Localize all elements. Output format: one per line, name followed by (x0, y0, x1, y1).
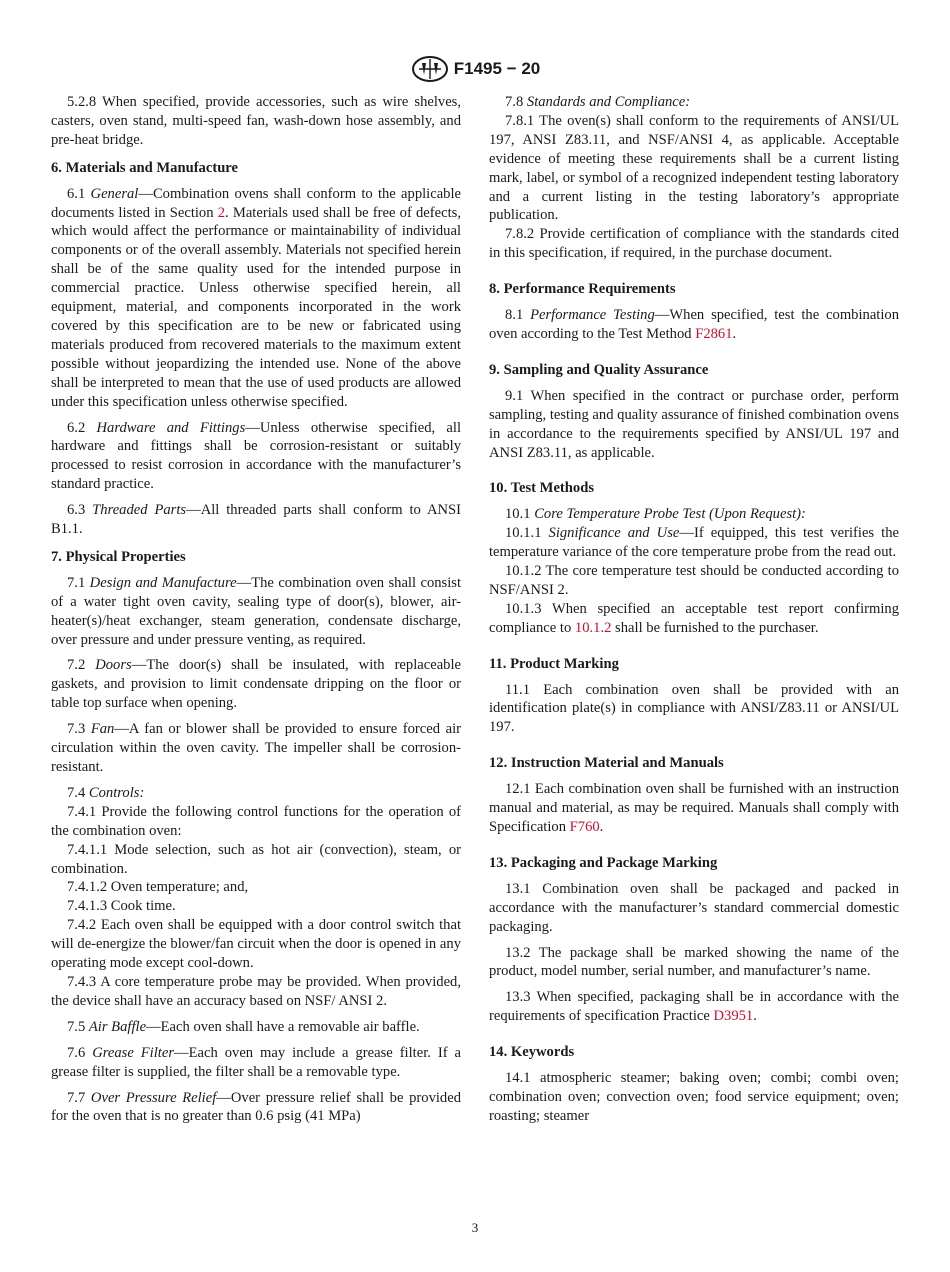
f2861-link[interactable]: F2861 (695, 325, 733, 342)
paragraph-6-2: 6.2 Hardware and Fittings—Unless otherwise specified, all hardware and fittings shall be corrosion-resistant or suitably processed to resist corrosion in accordance with the manufacturer’s standard practice. (51, 419, 461, 493)
paragraph-13-1: 13.1 Combination oven shall be packaged and packed in accordance with the manufacturer’s standard commercial domestic packaging. (489, 880, 899, 935)
section-2-link[interactable]: 2 (217, 204, 226, 221)
paragraph-13-3: 13.3 When specified, packaging shall be in accordance with the requirements of specification Practice D3951. (489, 989, 899, 1025)
paragraph-7-4-1-2: 7.4.1.2 Oven temperature; and, (67, 879, 249, 896)
document-designation: F1495 − 20 (453, 59, 541, 78)
paragraph-10-1-1: 10.1.1 Significance and Use—If equipped, this test verifies the temperature variance of the core temperature probe from the read out. (489, 525, 899, 561)
paragraph-7-7: 7.7 Over Pressure Relief—Over pressure relief shall be provided for the oven that is no greater than 0.6 psig (41 MPa) (51, 1089, 461, 1125)
paragraph-10-1: 10.1 Core Temperature Probe Test (Upon Request): (505, 506, 806, 523)
section-heading-12: 12. Instruction Material and Manuals (489, 755, 724, 772)
paragraph-14-1: 14.1 atmospheric steamer; baking oven; combi; combi oven; combination oven; convection oven; food service equipment; oven; roasting; steamer (489, 1070, 899, 1124)
astm-logo-icon (410, 56, 450, 82)
paragraph-7-8-1: 7.8.1 The oven(s) shall conform to the requirements of ANSI/UL 197, ANSI Z83.11, and NSF/ANSI 4, as applicable. Acceptable evidence of meeting these requirements shall be a current listing mark, label, or symbol of a recognized independent testing laboratory and a current listing in the testing laboratory’s appropriate publication. (489, 112, 899, 224)
paragraph-11-1: 11.1 Each combination oven shall be provided with an identification plate(s) in compliance with ANSI/Z83.11 or ANSI/UL 197. (489, 681, 899, 736)
paragraph-7-3: 7.3 Fan—A fan or blower shall be provided to ensure forced air circulation within the oven cavity. The impeller shall be corrosion-resistant. (51, 721, 461, 775)
section-heading-13: 13. Packaging and Package Marking (489, 854, 718, 871)
paragraph-7-8: 7.8 Standards and Compliance: (505, 94, 691, 110)
section-heading-6: 6. Materials and Manufacture (51, 159, 238, 176)
paragraph-12-1: 12.1 Each combination oven shall be furnished with an instruction manual and material, as may be required. Manuals shall comply with Specification F760. (489, 781, 899, 835)
section-10-1-2-link[interactable]: 10.1.2 (574, 619, 612, 636)
paragraph-7-8-2: 7.8.2 Provide certification of compliance with the standards cited in this specification, if required, in the purchase document. (489, 226, 899, 262)
paragraph-10-1-2: 10.1.2 The core temperature test should be conducted according to NSF/ANSI 2. (489, 563, 899, 598)
section-heading-9: 9. Sampling and Quality Assurance (489, 361, 709, 378)
paragraph-6-1: 6.1 General—Combination ovens shall conform to the applicable documents listed in Section 2. Materials used shall be free of defects, which would affect the performance or maintainability of individual components or of the overall assembly. Materials not specified herein shall be of the same quality used for the intended purpose in commercial practice. Unless otherwise specified herein, all equipment, material, and components incorporated in the work covered by this specification are to be new or fabricated using materials produced from recovered materials to the maximum extent possible without jeopardizing the intended use. None of the above shall be interpreted to mean that the use of used products are allowed under this specification unless otherwise specified. (51, 185, 462, 410)
paragraph-7-4: 7.4 Controls: (67, 784, 145, 801)
paragraph-7-4-3: 7.4.3 A core temperature probe may be provided. When provided, the device shall have an accuracy based on NSF/ ANSI 2. (51, 973, 461, 1009)
paragraph-7-2: 7.2 Doors—The door(s) shall be insulated, with replaceable gaskets, and provision to limit condensate dripping on the floor or table top surface when opening. (51, 657, 462, 712)
paragraph-7-6: 7.6 Grease Filter—Each oven may include a grease filter. If a grease filter is supplied, the filter shall be a removable type. (51, 1044, 462, 1080)
right-column (489, 93, 899, 1126)
paragraph-10-1-3: 10.1.3 When specified an acceptable test report confirming compliance to 10.1.2 shall be furnished to the purchaser. (489, 600, 899, 636)
paragraph-7-4-1: 7.4.1 Provide the following control functions for the operation of the combination oven: (51, 803, 461, 839)
section-heading-8: 8. Performance Requirements (489, 281, 676, 298)
left-column (51, 93, 461, 1126)
page-number: 3 (471, 1220, 479, 1235)
paragraph-7-4-1-1: 7.4.1.1 Mode selection, such as hot air (convection), steam, or combination. (51, 841, 461, 877)
paragraph-6-3: 6.3 Threaded Parts—All threaded parts shall conform to ANSI B1.1. (51, 502, 462, 538)
section-heading-11: 11. Product Marking (489, 655, 619, 672)
paragraph-7-4-1-3: 7.4.1.3 Cook time. (67, 898, 176, 915)
paragraph-7-5: 7.5 Air Baffle—Each oven shall have a removable air baffle. (67, 1018, 420, 1035)
paragraph-7-1: 7.1 Design and Manufacture—The combination oven shall consist of a water tight oven cavity, sealing type of door(s), blower, air-heater(s)/heat exchanger, steam generation, condensate discharge, over pressure and under pressure venting, as required. (51, 574, 462, 648)
section-heading-7: 7. Physical Properties (51, 548, 186, 565)
paragraph-9-1: 9.1 When specified in the contract or purchase order, perform sampling, testing and quality assurance of finished combination ovens in accordance to the requirements specified by ANSI/UL 197 and ANSI Z83.11, as applicable. (489, 387, 899, 461)
paragraph-5-2-8: 5.2.8 When specified, provide accessories, such as wire shelves, casters, oven stand, multi-speed fan, wash-down hose assembly, and pre-heat bridge. (51, 94, 461, 148)
d3951-link[interactable]: D3951 (713, 1008, 754, 1025)
paragraph-8-1: 8.1 Performance Testing—When specified, test the combination oven according to the Test Method F2861. (489, 307, 899, 342)
page-header (0, 56, 950, 82)
section-heading-14: 14. Keywords (489, 1044, 575, 1061)
paragraph-13-2: 13.2 The package shall be marked showing the name of the product, model number, serial number, and manufacturer’s name. (489, 944, 899, 980)
f760-link[interactable]: F760 (569, 819, 600, 835)
paragraph-7-4-2: 7.4.2 Each oven shall be equipped with a door control switch that will de-energize the blower/fan circuit when the door is opened in any operating mode except cool-down. (51, 917, 461, 972)
section-heading-10: 10. Test Methods (489, 480, 595, 497)
